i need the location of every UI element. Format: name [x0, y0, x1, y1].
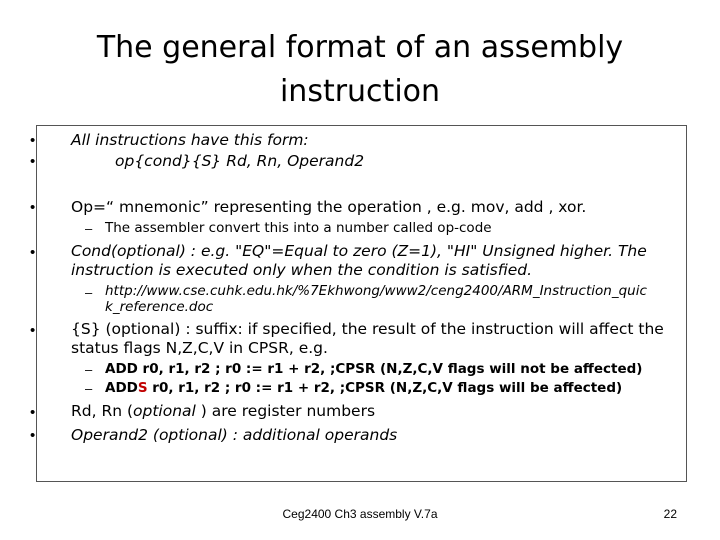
bullet-marker: • — [30, 322, 36, 339]
bullet-marker: • — [30, 132, 36, 149]
slide-title — [60, 26, 660, 114]
content-box — [30, 125, 687, 482]
sub-dash: – — [85, 362, 93, 377]
code-example-adds-suffix: S — [137, 380, 148, 396]
sub-text-3: The assembler convert this into a number called op-code — [105, 220, 492, 236]
sub-dash: – — [85, 285, 93, 300]
code-example-adds-pre: ADD — [105, 380, 138, 396]
bullet-text-2: op{cond}{S} Rd, Rn, Operand2 — [115, 152, 365, 170]
sub-dash: – — [85, 381, 93, 396]
sub-dash: – — [85, 221, 93, 236]
footer-course: Ceg2400 Ch3 assembly V.7a — [282, 507, 438, 521]
bullet-text-6 — [71, 402, 375, 420]
bullet-marker: • — [30, 427, 36, 444]
bullet-text-4-line2: instruction is executed only when the condition is satisfied. — [71, 261, 533, 279]
slide-title-line2: instruction — [279, 74, 441, 109]
bullet-text-4-line1: Cond(optional) : e.g. "EQ"=Equal to zero (Z=1), "HI" Unsigned higher. The — [71, 242, 647, 260]
reference-link-line1[interactable]: http://www.cse.cuhk.edu.hk/%7Ekhwong/www2/ceng2400/ARM_Instruction_quic — [105, 283, 647, 299]
bullet-text-6-italic: optional — [133, 402, 196, 420]
bullet-text-7: Operand2 (optional) : additional operands — [71, 426, 398, 444]
bullet-marker: • — [30, 199, 36, 216]
code-example-adds — [105, 380, 622, 396]
bullet-text-6-post: ) are register numbers — [195, 402, 376, 420]
bullet-text-5-line2: status flags N,Z,C,V in CPSR, e.g. — [71, 339, 328, 357]
code-example-adds-post: r0, r1, r2 ; r0 := r1 + r2, ;CPSR (N,Z,C,V flags will be affected) — [147, 380, 623, 396]
bullet-text-6-pre: Rd, Rn ( — [71, 402, 134, 420]
page-number: 22 — [663, 507, 677, 521]
code-example-add: ADD r0, r1, r2 ; r0 := r1 + r2, ;CPSR (N,Z,C,V flags will not be affected) — [105, 361, 643, 377]
bullet-text-3: Op=“ mnemonic” representing the operation , e.g. mov, add , xor. — [71, 198, 587, 216]
bullet-marker: • — [30, 153, 36, 170]
bullet-text-1: All instructions have this form: — [71, 131, 309, 149]
slide-title-line1: The general format of an assembly — [96, 30, 624, 65]
reference-link-line2[interactable]: k_reference.doc — [105, 299, 214, 315]
bullet-marker: • — [30, 244, 36, 261]
bullet-marker: • — [30, 404, 36, 421]
bullet-text-5-line1: {S} (optional) : suffix: if specified, the result of the instruction will affect the — [71, 320, 664, 338]
